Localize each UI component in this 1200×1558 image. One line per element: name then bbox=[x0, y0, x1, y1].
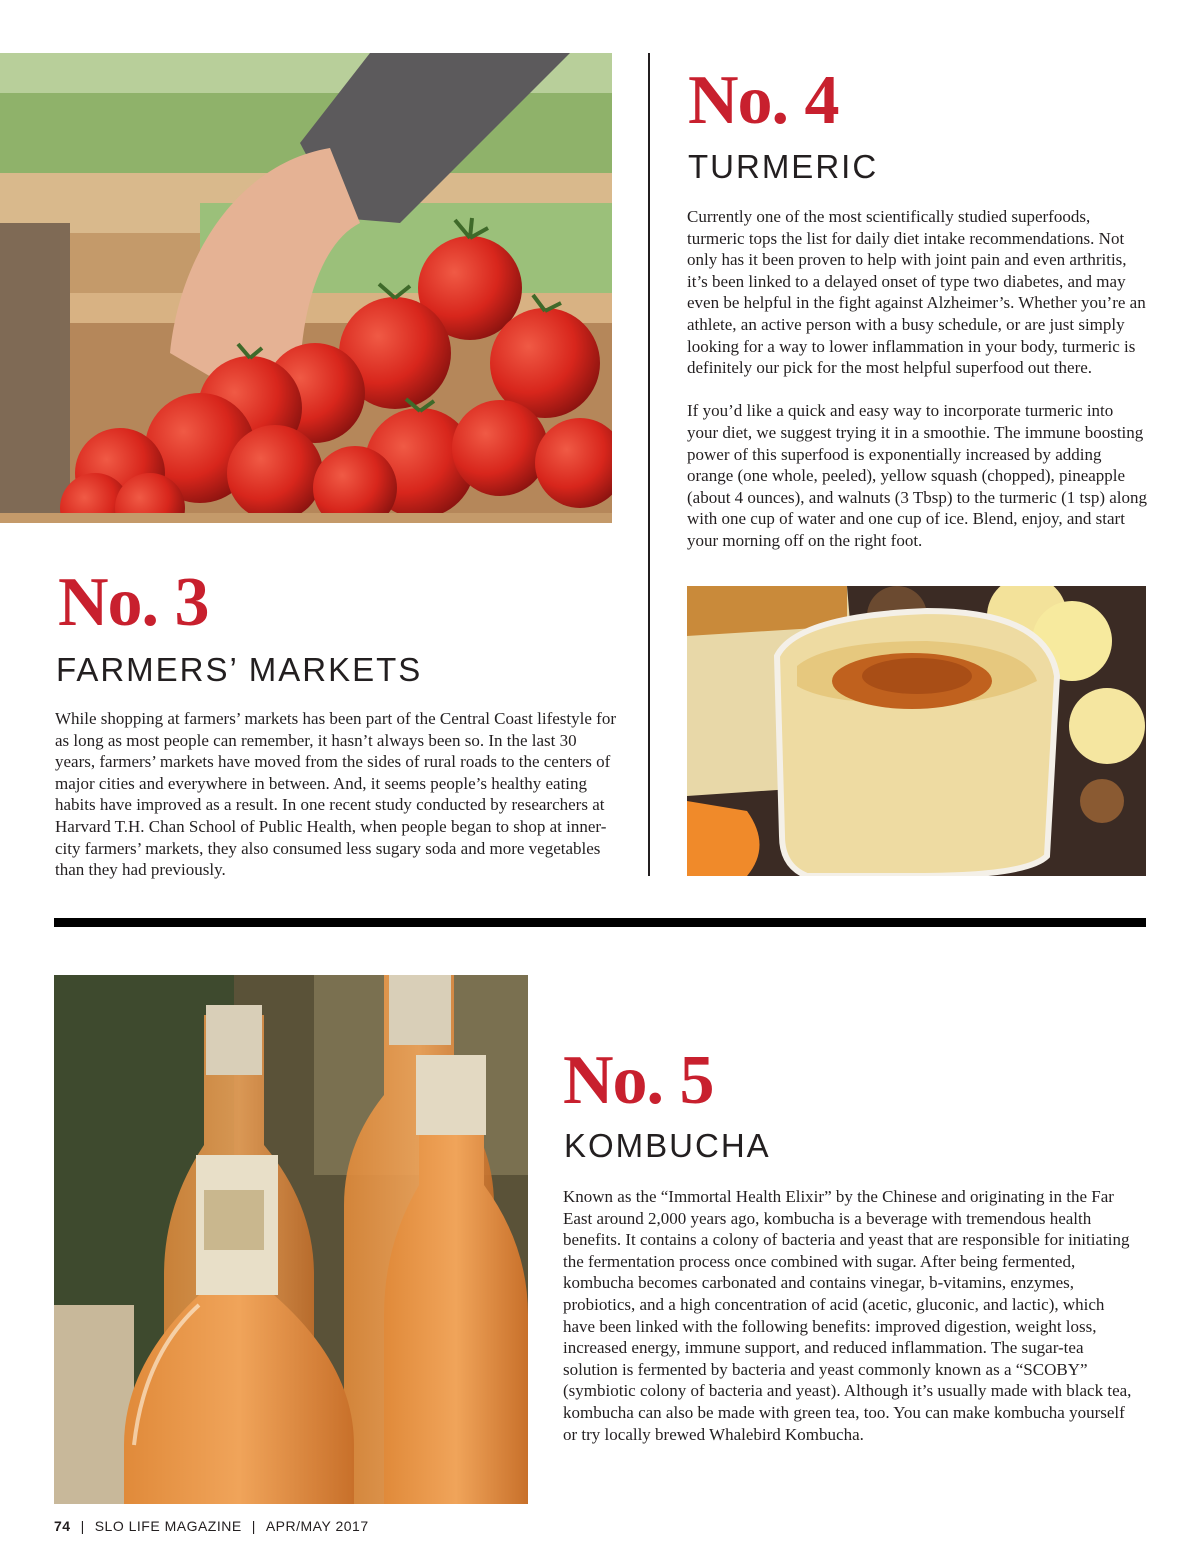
page-footer bbox=[54, 1518, 369, 1534]
section-heading-farmers-markets: FARMERS’ MARKETS bbox=[56, 651, 423, 688]
turmeric-body bbox=[687, 206, 1147, 552]
farmers-markets-body bbox=[55, 708, 620, 881]
kombucha-bottles-photo bbox=[54, 975, 528, 1504]
section-divider bbox=[54, 918, 1146, 927]
turmeric-smoothie-photo bbox=[687, 586, 1146, 876]
column-divider bbox=[648, 53, 650, 876]
section-number-3: No. 3 bbox=[58, 564, 209, 641]
farmers-markets-paragraph: While shopping at farmers’ markets has been part of the Central Coast lifestyle for as long as most people can remember, it hasn’t always been so. In the last 30 years, farmers’ markets have moved from the sides of rural roads to the centers of major cities and everywhere in between. And, it seems people’s healthy eating habits have improved as a result. In one recent study conducted by researchers at Harvard T.H. Chan School of Public Health, when people began to shop at inner-city farmers’ markets, they also consumed less sugary soda and more vegetables than they had previously. bbox=[55, 709, 616, 880]
section-heading-turmeric: TURMERIC bbox=[688, 148, 879, 185]
section-number-5: No. 5 bbox=[563, 1042, 714, 1119]
kombucha-body bbox=[563, 1186, 1135, 1445]
turmeric-paragraph: Currently one of the most scientifically studied superfoods, turmeric tops the list for daily diet intake recommendations. Not only has it been proven to help with joint pain and even arthritis, it’s been linked to a delayed onset of type two diabetes, and may even be helpful in the fight against Alzheimer’s. Whether you’re an athlete, an active person with a busy schedule, or are just simply looking for a way to lower inflammation in your body, turmeric is definitely our pick for the most helpful superfood out there. bbox=[687, 207, 1146, 378]
footer-separator: | bbox=[251, 1518, 256, 1534]
tomatoes-photo bbox=[0, 53, 612, 523]
issue-date: APR/MAY 2017 bbox=[265, 1518, 369, 1534]
section-heading-kombucha: KOMBUCHA bbox=[564, 1127, 771, 1164]
magazine-name: SLO LIFE MAGAZINE bbox=[94, 1518, 242, 1534]
kombucha-paragraph: Known as the “Immortal Health Elixir” by the Chinese and originating in the Far East around 2,000 years ago, kombucha is a beverage with tremendous health benefits. It contains a colony of bacteria and yeast that are responsible for initiating the fermentation process once combined with sugar. After being fermented, kombucha becomes carbonated and contains vinegar, b-vitamins, enzymes, probiotics, and a high concentration of acid (acetic, gluconic, and lactic), which have been linked with the following benefits: improved digestion, weight loss, increased energy, immune support, and reduced inflammation. The sugar-tea solution is fermented by bacteria and yeast commonly known as a “SCOBY” (symbiotic colony of bacteria and yeast). Although it’s usually made with black tea, kombucha can also be made with green tea, too. You can make kombucha yourself or try locally brewed Whalebird Kombucha. bbox=[563, 1187, 1132, 1444]
section-number-4: No. 4 bbox=[688, 62, 839, 139]
turmeric-paragraph: If you’d like a quick and easy way to incorporate turmeric into your diet, we suggest trying it in a smoothie. The immune boosting power of this superfood is exponentially increased by adding orange (one whole, peeled), yellow squash (chopped), pineapple (about 4 ounces), and walnuts (3 Tbsp) to the turmeric (1 tsp) along with one cup of water and one cup of ice. Blend, enjoy, and start your morning off on the right foot. bbox=[687, 401, 1147, 550]
footer-separator: | bbox=[80, 1518, 85, 1534]
page-number: 74 bbox=[54, 1518, 71, 1534]
